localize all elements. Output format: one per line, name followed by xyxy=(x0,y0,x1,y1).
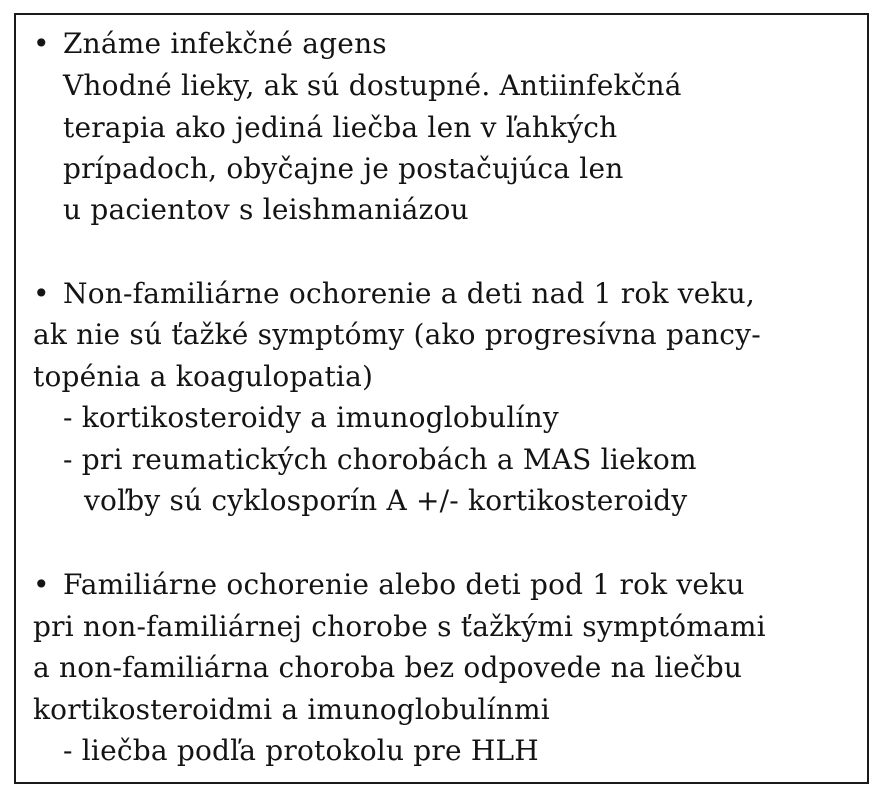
section-3-line-3: a non-familiárna choroba bez odpovede na liečbu xyxy=(33,651,743,684)
section-3-line-5: - liečba podľa protokolu pre HLH xyxy=(63,734,539,767)
section-2-line-1: • Non-familiárne ochorenie a deti nad 1 rok veku, xyxy=(33,277,756,310)
section-1-line-4: prípadoch, obyčajne je postačujúca len xyxy=(63,152,624,185)
section-2-line-6: voľby sú cyklosporín A +/- kortikosteroidy xyxy=(84,484,688,517)
section-2-line-2: ak nie sú ťažké symptómy (ako progresívna pancy- xyxy=(33,318,761,351)
section-3-line-2: pri non-familiárnej chorobe s ťažkými symptómami xyxy=(33,610,766,643)
section-1-line-3: terapia ako jediná liečba len v ľahkých xyxy=(63,111,618,144)
bullet-icon: • xyxy=(33,568,50,601)
section-1-line-5: u pacientov s leishmaniázou xyxy=(63,193,469,226)
section-2-line-4: - kortikosteroidy a imunoglobulíny xyxy=(63,401,559,434)
section-2-line-3: topénia a koagulopatia) xyxy=(33,360,374,393)
section-3-line-4: kortikosteroidmi a imunoglobulínmi xyxy=(33,693,550,726)
section-1-line-2: Vhodné lieky, ak sú dostupné. Antiinfekčná xyxy=(63,69,682,102)
section-3-line-1: • Familiárne ochorenie alebo deti pod 1 rok veku xyxy=(33,568,745,601)
section-2-line-5: - pri reumatických chorobách a MAS liekom xyxy=(63,443,697,476)
bullet-icon: • xyxy=(33,27,50,60)
section-1-line-1: • Známe infekčné agens xyxy=(33,27,387,60)
bullet-icon: • xyxy=(33,277,50,310)
